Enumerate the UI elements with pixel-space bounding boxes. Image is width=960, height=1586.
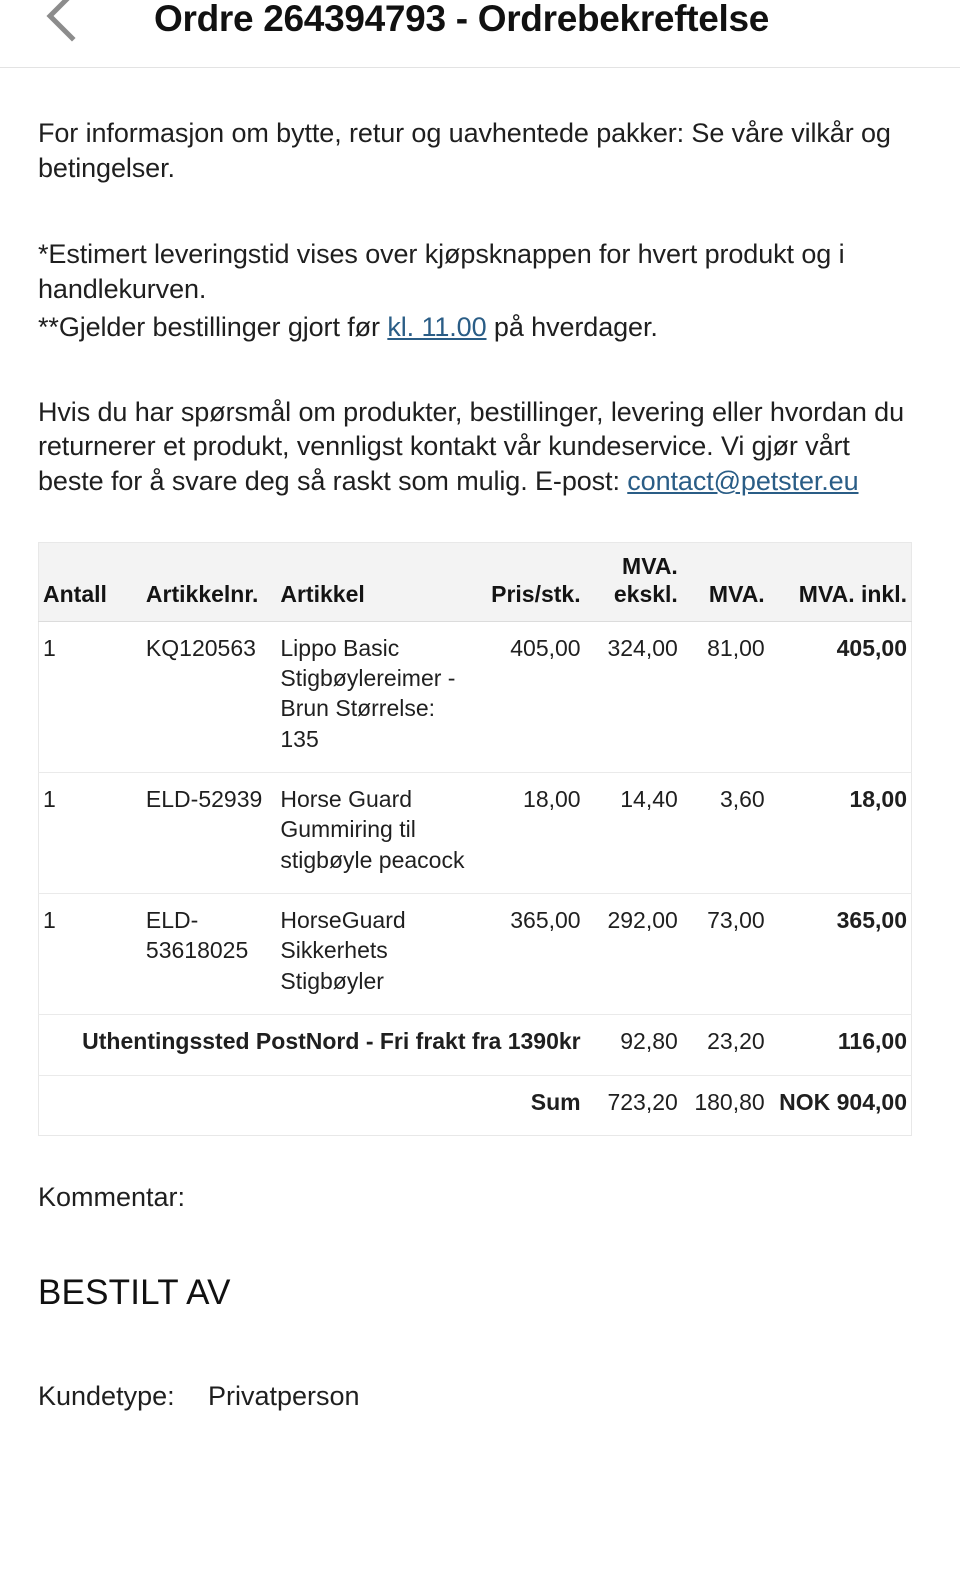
cutoff-time-link[interactable]: kl. 11.00 — [387, 312, 487, 343]
sum-total: NOK 904,00 — [769, 1075, 912, 1135]
cell-pris: 405,00 — [469, 621, 585, 772]
app-header — [0, 0, 960, 68]
cell-artikkel: Lippo Basic Stigbøylereimer - Brun Størrelse: 135 — [276, 621, 468, 772]
table-row — [39, 894, 912, 1015]
cell-mva-ekskl: 292,00 — [585, 894, 682, 1015]
kommentar-label: Kommentar: — [38, 1181, 186, 1212]
page-title: Ordre 264394793 - Ordrebekreftelse — [154, 0, 770, 39]
cell-mva-inkl: 365,00 — [769, 894, 912, 1015]
cell-mva-inkl: 18,00 — [769, 773, 912, 894]
shipping-mva: 23,20 — [682, 1015, 769, 1075]
cell-artikkelnr: KQ120563 — [142, 621, 276, 772]
cell-mva: 73,00 — [682, 894, 769, 1015]
cell-antall: 1 — [39, 621, 142, 772]
support-email-link[interactable]: contact@petster.eu — [627, 465, 859, 496]
cell-pris: 18,00 — [469, 773, 585, 894]
bestilt-av-heading: BESTILT AV — [38, 1272, 231, 1312]
table-row — [39, 773, 912, 894]
cutoff-text-before: **Gjelder bestillinger gjort før — [38, 312, 388, 343]
order-table-body — [39, 621, 912, 1135]
kundetype-label: Kundetype: — [38, 1380, 175, 1411]
cell-mva-ekskl: 324,00 — [585, 621, 682, 772]
cell-artikkel: HorseGuard Sikkerhets Stigbøyler — [276, 894, 468, 1015]
shipping-row — [39, 1015, 912, 1075]
cell-artikkel: Horse Guard Gummiring til stigbøyle peacock — [276, 773, 468, 894]
kundetype-value: Privatperson — [208, 1380, 360, 1411]
mva-ekskl-line2: ekskl. — [613, 580, 678, 607]
cell-artikkelnr: ELD-53618025 — [142, 894, 276, 1015]
column-header-mva-ekskl — [585, 543, 682, 621]
shipping-label: Uthentingssted PostNord - Fri frakt fra 1390kr — [39, 1015, 585, 1075]
cell-mva-inkl: 405,00 — [769, 621, 912, 772]
support-text: Hvis du har spørsmål om produkter, bestillinger, levering eller hvordan du returnerer et produkt, vennligst kontakt vår kundeservice. Vi gjør vårt beste for å svare deg så raskt som mulig. E-post: — [38, 396, 905, 496]
cell-mva: 3,60 — [682, 773, 769, 894]
cell-pris: 365,00 — [469, 894, 585, 1015]
intro-paragraph-terms: For informasjon om bytte, retur og uavhentede pakker: Se våre vilkår og betingelser. — [38, 118, 891, 183]
cell-mva: 81,00 — [682, 621, 769, 772]
order-table-head — [39, 543, 912, 621]
sum-row — [39, 1075, 912, 1135]
intro-paragraph-delivery: *Estimert leveringstid vises over kjøpsknappen for hvert produkt og i handlekurven. — [38, 239, 845, 304]
kundetype-row — [0, 1381, 960, 1412]
cell-antall: 1 — [39, 773, 142, 894]
mva-ekskl-line1: MVA. — [622, 553, 678, 580]
table-header-row — [39, 543, 912, 621]
shipping-mva-inkl: 116,00 — [769, 1015, 912, 1075]
intro-paragraph-cutoff — [38, 310, 922, 345]
intro-section — [0, 116, 960, 498]
column-header-mva-inkl: MVA. inkl. — [769, 543, 912, 621]
cell-mva-ekskl: 14,40 — [585, 773, 682, 894]
shipping-mva-ekskl: 92,80 — [585, 1015, 682, 1075]
order-table — [38, 542, 912, 1136]
column-header-antall: Antall — [39, 543, 142, 621]
cell-artikkelnr: ELD-52939 — [142, 773, 276, 894]
column-header-artikkelnr: Artikkelnr. — [142, 543, 276, 621]
sum-label: Sum — [39, 1075, 585, 1135]
column-header-artikkel: Artikkel — [276, 543, 468, 621]
column-header-mva: MVA. — [682, 543, 769, 621]
back-button[interactable] — [30, 0, 94, 48]
chevron-left-icon — [42, 0, 82, 44]
cutoff-text-after: på hverdager. — [486, 312, 658, 343]
cell-antall: 1 — [39, 894, 142, 1015]
intro-paragraph-support — [38, 395, 922, 499]
sum-mva-ekskl: 723,20 — [585, 1075, 682, 1135]
column-header-pris-stk: Pris/stk. — [469, 543, 585, 621]
order-table-wrapper — [0, 542, 960, 1136]
sum-mva: 180,80 — [682, 1075, 769, 1135]
table-row — [39, 621, 912, 772]
